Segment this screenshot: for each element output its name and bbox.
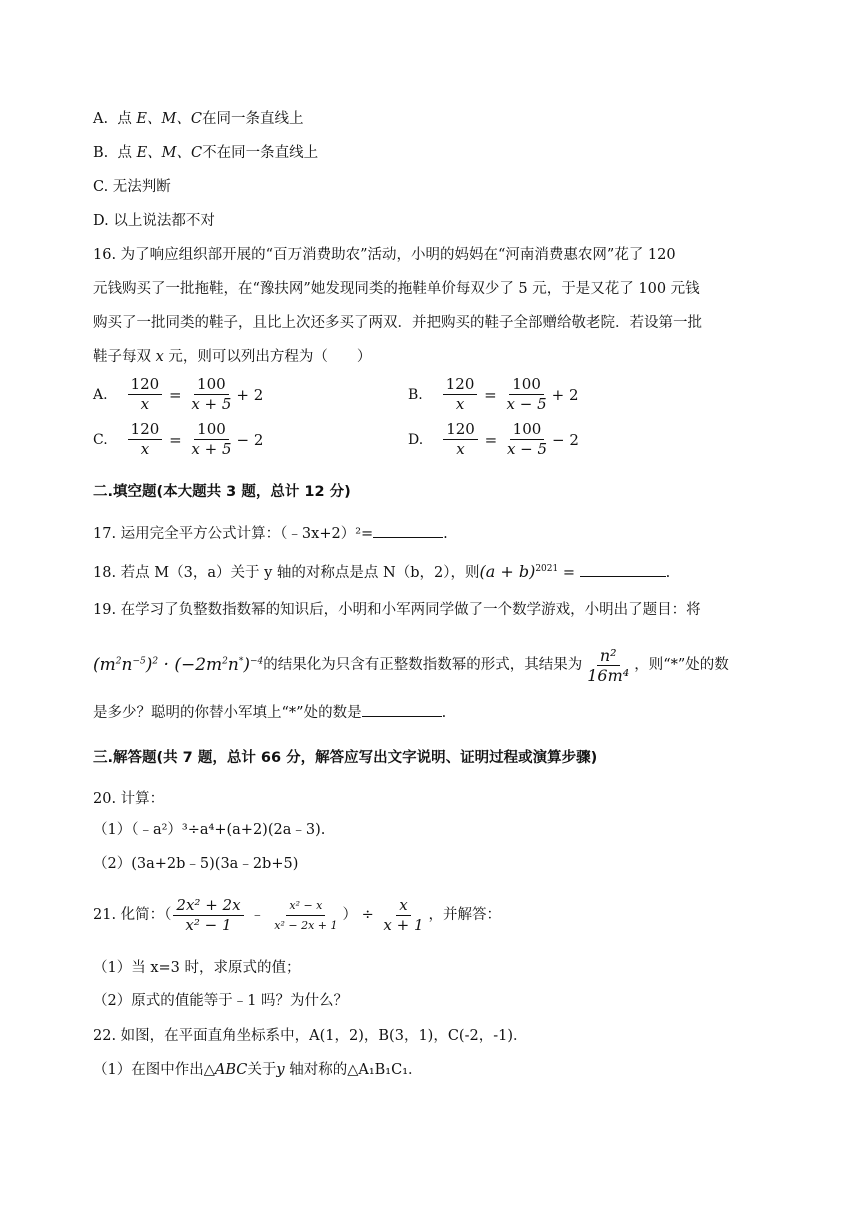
section-2-title: 二.填空题(本大题共 3 题，总计 12 分) (93, 484, 351, 500)
q15-option-b: B. 点 E、M、C不在同一条直线上 (93, 145, 319, 161)
q19-line1: 19. 在学习了负整数指数幂的知识后，小明和小军两同学做了一个数学游戏，小明出了题目：将 (93, 602, 701, 618)
q20-part1: （1）（﹣a²）³÷a⁴+(a+2)(2a﹣3). (93, 822, 326, 838)
q20-part2: （2）(3a+2b﹣5)(3a﹣2b+5) (93, 856, 299, 872)
q16-option-d[interactable]: D. $\frac{120}{x}$ = $\frac{100}{x - 5}$ − 2 (408, 420, 579, 458)
q22-part1: （1）在图中作出△ABC关于y 轴对称的△A₁B₁C₁． (93, 1062, 423, 1078)
q19-expression: $(m^2n^{-5})^2 \cdot (-2m^2n^*)^{-4}$ (93, 655, 264, 675)
q18: 18. 若点 M（3，a）关于 y 轴的对称点是点 N（b，2），则$(a + b)^{2021}$ = . (93, 562, 671, 581)
q21-part1: （1）当 x=3 时，求原式的值； (93, 960, 301, 976)
q16-line1: 16. 为了响应组织部开展的“百万消费助农”活动，小明的妈妈在“河南消费惠农网”花了 120 (93, 247, 676, 263)
q16-line2: 元钱购买了一批拖鞋，在“豫扶网”她发现同类的拖鞋单价每双少了 5 元，于是又花了 100 元钱 (93, 281, 700, 297)
q19-line3: 是多少？聪明的你替小军填上“*”处的数是 . (93, 705, 447, 721)
section-3-title: 三.解答题(共 7 题，总计 66 分，解答应写出文字说明、证明过程或演算步骤) (93, 750, 598, 766)
q16-line4: 鞋子每双 x 元，则可以列出方程为（ ） (93, 349, 372, 365)
q16-option-c[interactable]: C. $\frac{120}{x}$ = $\frac{100}{x + 5}$ − 2 (93, 420, 264, 458)
q15-option-a: A. 点 E、M、C在同一条直线上 (93, 111, 304, 127)
q15-option-d: D. 以上说法都不对 (93, 213, 215, 229)
q21: 21. 化简：（ $\frac{\text{2x² + 2x}}{\text{x² − 1}}$ ﹣ $\frac{\text{x² − x}}{\text{x² − 2x + 1}}$ ） ÷ $\frac{x}{x + 1}$ ，并解答： (93, 895, 501, 934)
q17: 17. 运用完全平方公式计算：（﹣3x+2）²= . (93, 526, 448, 542)
q21-part2: （2）原式的值能等于﹣1 吗？为什么？ (93, 993, 349, 1009)
q22-line1: 22. 如图，在平面直角坐标系中，A(1，2)，B(3，1)，C(-2，-1)． (93, 1028, 528, 1044)
q19-line2: $(m^2n^{-5})^2 \cdot (-2m^2n^*)^{-4}$ 的结果化为只含有正整数指数幂的形式，其结果为 $\frac{\text{n²}}{\text{16m⁴}}$ ，则“*”处的数 (93, 645, 729, 685)
q16-option-a[interactable]: A. $\frac{120}{x}$ = $\frac{100}{x + 5}$ + 2 (93, 375, 264, 413)
q15-option-c: C. 无法判断 (93, 179, 171, 195)
q20-title: 20. 计算： (93, 791, 165, 807)
q16-line3: 购买了一批同类的鞋子，且比上次还多买了两双．并把购买的鞋子全部赠给敬老院．若设第一批 (93, 315, 702, 331)
q16-option-b[interactable]: B. $\frac{120}{x}$ = $\frac{100}{x - 5}$ + 2 (408, 375, 579, 413)
